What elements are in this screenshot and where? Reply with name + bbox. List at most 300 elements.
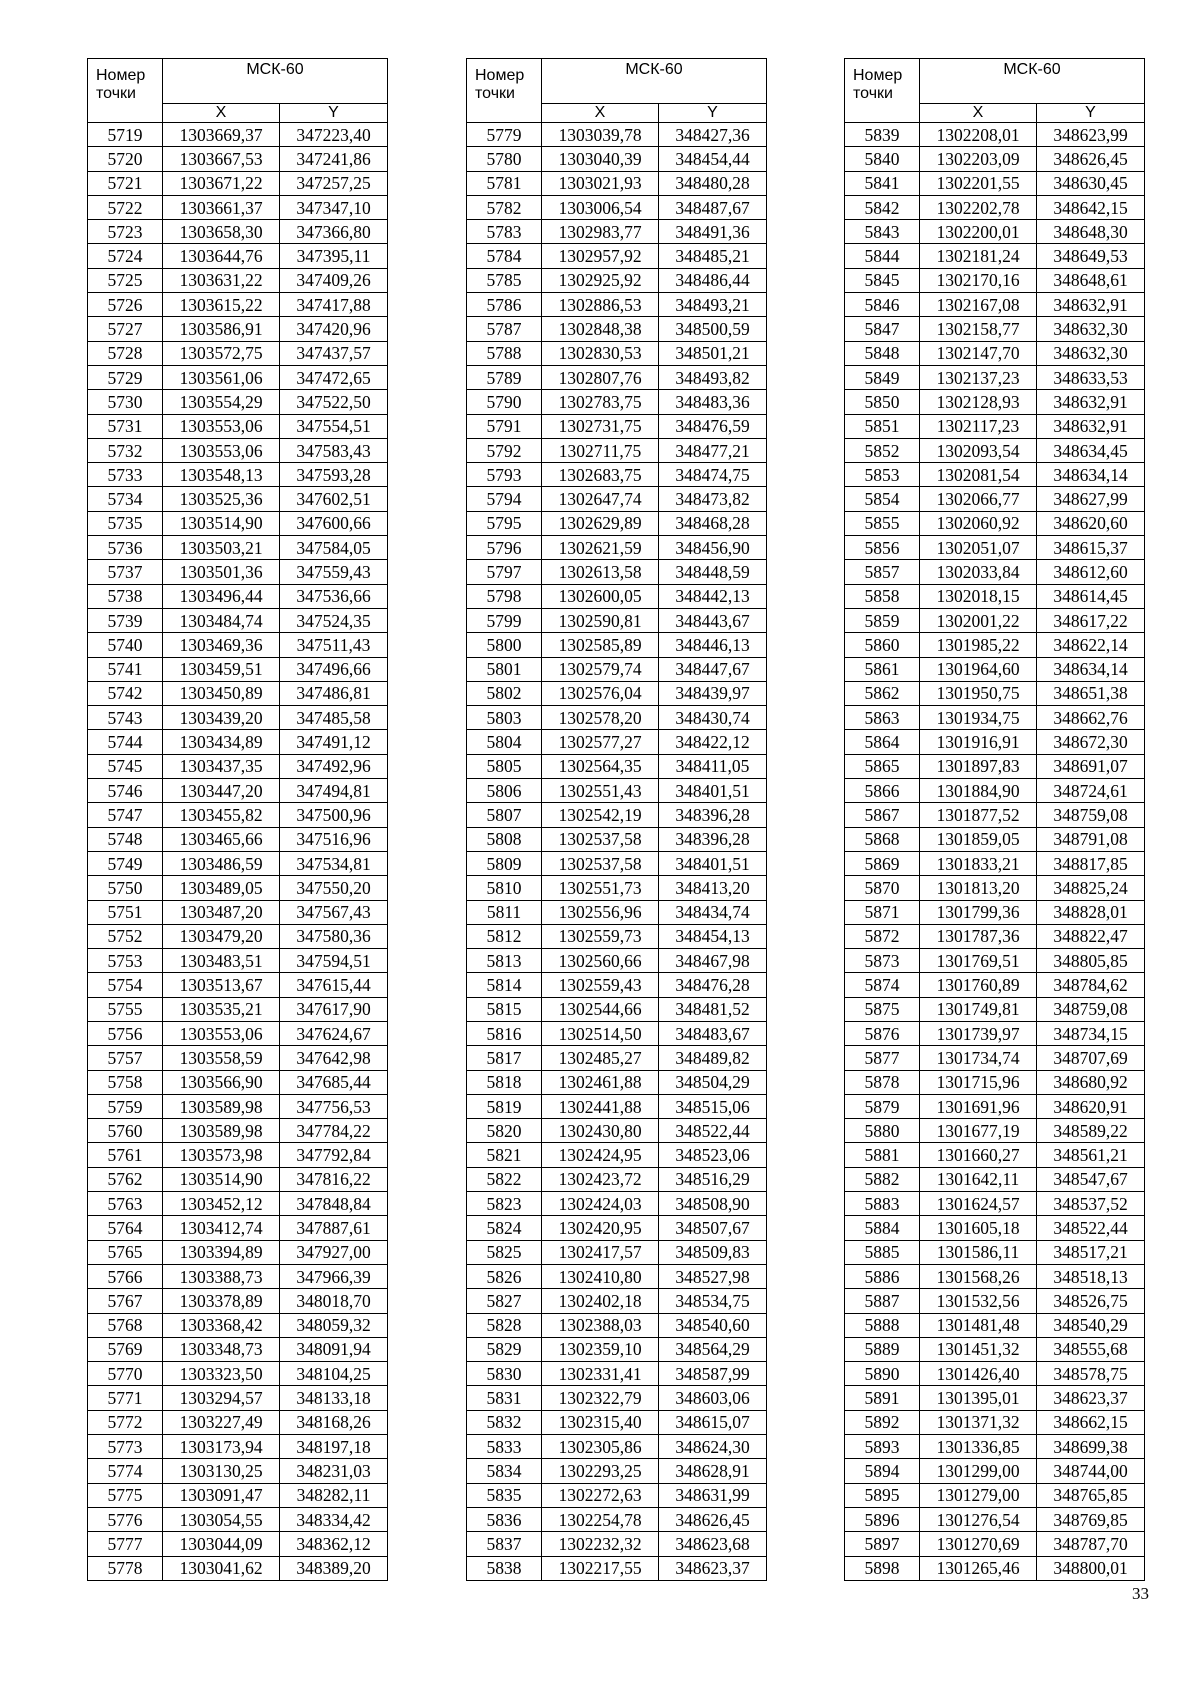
x-coordinate-cell: 1303615,22 (163, 293, 280, 317)
y-coordinate-cell: 348540,29 (1037, 1313, 1145, 1337)
point-number-cell: 5848 (845, 341, 920, 365)
point-number-cell: 5773 (88, 1435, 163, 1459)
point-number-cell: 5796 (467, 536, 542, 560)
point-number-cell: 5767 (88, 1289, 163, 1313)
table-row (845, 876, 1145, 900)
x-coordinate-cell: 1302424,03 (542, 1192, 659, 1216)
table-row (845, 1532, 1145, 1556)
y-coordinate-cell: 348626,45 (1037, 147, 1145, 171)
table-row (845, 1459, 1145, 1483)
table-row (467, 317, 767, 341)
x-coordinate-cell: 1302560,66 (542, 949, 659, 973)
y-coordinate-cell: 348487,67 (659, 195, 767, 219)
x-coordinate-cell: 1303323,50 (163, 1362, 280, 1386)
y-coordinate-cell: 348434,74 (659, 900, 767, 924)
y-coordinate-cell: 348493,82 (659, 365, 767, 389)
point-number-cell: 5852 (845, 438, 920, 462)
x-coordinate-cell: 1301451,32 (920, 1337, 1037, 1361)
y-coordinate-cell: 348454,13 (659, 924, 767, 948)
table-row (467, 997, 767, 1021)
x-coordinate-cell: 1303041,62 (163, 1556, 280, 1580)
x-coordinate-cell: 1303669,37 (163, 123, 280, 147)
x-coordinate-cell: 1303661,37 (163, 195, 280, 219)
y-coordinate-cell: 348769,85 (1037, 1507, 1145, 1531)
x-coordinate-cell: 1302081,54 (920, 463, 1037, 487)
y-coordinate-cell: 348168,26 (280, 1410, 388, 1434)
point-number-cell: 5883 (845, 1192, 920, 1216)
point-number-cell: 5877 (845, 1046, 920, 1070)
y-coordinate-cell: 348759,08 (1037, 803, 1145, 827)
x-coordinate-cell: 1301265,46 (920, 1556, 1037, 1580)
y-coordinate-cell: 347524,35 (280, 608, 388, 632)
point-number-cell: 5878 (845, 1070, 920, 1094)
y-coordinate-cell: 347486,81 (280, 681, 388, 705)
point-number-cell: 5813 (467, 949, 542, 973)
point-number-cell: 5733 (88, 463, 163, 487)
table-row (88, 1483, 388, 1507)
point-number-cell: 5724 (88, 244, 163, 268)
y-coordinate-cell: 347496,66 (280, 657, 388, 681)
point-number-cell: 5890 (845, 1362, 920, 1386)
y-coordinate-cell: 348822,47 (1037, 924, 1145, 948)
point-number-cell: 5777 (88, 1532, 163, 1556)
x-coordinate-cell: 1302983,77 (542, 220, 659, 244)
y-coordinate-cell: 347417,88 (280, 293, 388, 317)
point-number-cell: 5722 (88, 195, 163, 219)
table-row (88, 511, 388, 535)
x-coordinate-cell: 1302731,75 (542, 414, 659, 438)
y-coordinate-cell: 348680,92 (1037, 1070, 1145, 1094)
coordinates-table-1 (87, 58, 388, 1581)
y-coordinate-cell: 347816,22 (280, 1167, 388, 1191)
point-number-cell: 5827 (467, 1289, 542, 1313)
x-coordinate-cell: 1302578,20 (542, 706, 659, 730)
point-number-cell: 5756 (88, 1021, 163, 1045)
x-coordinate-cell: 1303394,89 (163, 1240, 280, 1264)
point-number-cell: 5844 (845, 244, 920, 268)
x-coordinate-cell: 1302167,08 (920, 293, 1037, 317)
point-number-cell: 5856 (845, 536, 920, 560)
point-number-cell: 5772 (88, 1410, 163, 1434)
x-coordinate-cell: 1303525,36 (163, 487, 280, 511)
x-coordinate-cell: 1303294,57 (163, 1386, 280, 1410)
y-coordinate-cell: 348468,28 (659, 511, 767, 535)
x-coordinate-cell: 1302590,81 (542, 608, 659, 632)
point-number-cell: 5815 (467, 997, 542, 1021)
point-number-cell: 5731 (88, 414, 163, 438)
point-number-cell: 5776 (88, 1507, 163, 1531)
point-number-cell: 5881 (845, 1143, 920, 1167)
table-row (467, 827, 767, 851)
point-number-cell: 5732 (88, 438, 163, 462)
table-row (845, 171, 1145, 195)
y-coordinate-cell: 348523,06 (659, 1143, 767, 1167)
table-row (467, 900, 767, 924)
point-number-header: Номер точки (88, 59, 163, 123)
y-coordinate-cell: 348633,53 (1037, 365, 1145, 389)
table-row (88, 536, 388, 560)
x-coordinate-cell: 1303566,90 (163, 1070, 280, 1094)
point-number-cell: 5765 (88, 1240, 163, 1264)
coordinate-system-header: МСК-60 (920, 59, 1145, 104)
x-coordinate-cell: 1303535,21 (163, 997, 280, 1021)
point-number-cell: 5842 (845, 195, 920, 219)
y-coordinate-cell: 348059,32 (280, 1313, 388, 1337)
point-number-cell: 5783 (467, 220, 542, 244)
table-row (845, 706, 1145, 730)
point-number-cell: 5790 (467, 390, 542, 414)
table-row (467, 1216, 767, 1240)
y-coordinate-cell: 348422,12 (659, 730, 767, 754)
table-row (845, 827, 1145, 851)
y-coordinate-cell: 348540,60 (659, 1313, 767, 1337)
table-row (88, 560, 388, 584)
point-number-cell: 5794 (467, 487, 542, 511)
y-coordinate-cell: 347784,22 (280, 1119, 388, 1143)
y-coordinate-cell: 348334,42 (280, 1507, 388, 1531)
y-coordinate-cell: 348662,15 (1037, 1410, 1145, 1434)
y-coordinate-cell: 348547,67 (1037, 1167, 1145, 1191)
y-coordinate-cell: 348555,68 (1037, 1337, 1145, 1361)
table-row (845, 1289, 1145, 1313)
point-number-cell: 5761 (88, 1143, 163, 1167)
y-coordinate-cell: 347511,43 (280, 633, 388, 657)
x-coordinate-cell: 1302293,25 (542, 1459, 659, 1483)
table-row (88, 438, 388, 462)
x-coordinate-cell: 1301395,01 (920, 1386, 1037, 1410)
table-row (88, 123, 388, 147)
y-coordinate-cell: 348805,85 (1037, 949, 1145, 973)
x-coordinate-cell: 1302957,92 (542, 244, 659, 268)
point-number-cell: 5819 (467, 1094, 542, 1118)
y-coordinate-cell: 348507,67 (659, 1216, 767, 1240)
y-coordinate-cell: 347615,44 (280, 973, 388, 997)
table-row (467, 949, 767, 973)
point-number-cell: 5719 (88, 123, 163, 147)
x-coordinate-cell: 1302683,75 (542, 463, 659, 487)
point-number-cell: 5875 (845, 997, 920, 1021)
y-coordinate-cell: 348473,82 (659, 487, 767, 511)
point-number-cell: 5750 (88, 876, 163, 900)
x-coordinate-cell: 1302410,80 (542, 1264, 659, 1288)
x-coordinate-cell: 1302417,57 (542, 1240, 659, 1264)
y-coordinate-cell: 348430,74 (659, 706, 767, 730)
point-number-cell: 5882 (845, 1167, 920, 1191)
table-row (467, 1313, 767, 1337)
y-coordinate-cell: 347485,58 (280, 706, 388, 730)
table-row (88, 730, 388, 754)
table-row (88, 851, 388, 875)
point-number-cell: 5766 (88, 1264, 163, 1288)
y-coordinate-cell: 348389,20 (280, 1556, 388, 1580)
x-coordinate-cell: 1303483,51 (163, 949, 280, 973)
table-row (467, 1459, 767, 1483)
x-coordinate-cell: 1302600,05 (542, 584, 659, 608)
x-coordinate-cell: 1302621,59 (542, 536, 659, 560)
x-coordinate-cell: 1301279,00 (920, 1483, 1037, 1507)
point-number-cell: 5800 (467, 633, 542, 657)
y-coordinate-cell: 347583,43 (280, 438, 388, 462)
point-number-cell: 5823 (467, 1192, 542, 1216)
y-coordinate-cell: 348612,60 (1037, 560, 1145, 584)
y-coordinate-cell: 347756,53 (280, 1094, 388, 1118)
point-number-cell: 5831 (467, 1386, 542, 1410)
y-coordinate-cell: 348500,59 (659, 317, 767, 341)
point-number-cell: 5739 (88, 608, 163, 632)
point-number-cell: 5802 (467, 681, 542, 705)
x-coordinate-cell: 1303503,21 (163, 536, 280, 560)
x-coordinate-cell: 1301769,51 (920, 949, 1037, 973)
table-row (845, 244, 1145, 268)
y-column-header: Y (1037, 104, 1145, 123)
table-row (467, 390, 767, 414)
x-coordinate-cell: 1303553,06 (163, 1021, 280, 1045)
table-row (467, 1167, 767, 1191)
x-coordinate-cell: 1301787,36 (920, 924, 1037, 948)
y-coordinate-cell: 347494,81 (280, 779, 388, 803)
point-number-cell: 5748 (88, 827, 163, 851)
x-coordinate-cell: 1301642,11 (920, 1167, 1037, 1191)
x-coordinate-cell: 1302807,76 (542, 365, 659, 389)
y-coordinate-cell: 347366,80 (280, 220, 388, 244)
point-number-cell: 5730 (88, 390, 163, 414)
y-coordinate-cell: 348526,75 (1037, 1289, 1145, 1313)
point-number-cell: 5871 (845, 900, 920, 924)
point-number-cell: 5726 (88, 293, 163, 317)
y-coordinate-cell: 348454,44 (659, 147, 767, 171)
point-number-cell: 5865 (845, 754, 920, 778)
y-coordinate-cell: 348617,22 (1037, 608, 1145, 632)
x-coordinate-cell: 1302585,89 (542, 633, 659, 657)
point-number-cell: 5810 (467, 876, 542, 900)
table-row (88, 1021, 388, 1045)
x-coordinate-cell: 1302402,18 (542, 1289, 659, 1313)
point-number-cell: 5885 (845, 1240, 920, 1264)
point-number-cell: 5863 (845, 706, 920, 730)
x-coordinate-cell: 1303434,89 (163, 730, 280, 754)
point-number-cell: 5723 (88, 220, 163, 244)
x-coordinate-cell: 1303589,98 (163, 1094, 280, 1118)
y-coordinate-cell: 348620,60 (1037, 511, 1145, 535)
x-coordinate-cell: 1303479,20 (163, 924, 280, 948)
table-row (88, 1094, 388, 1118)
y-coordinate-cell: 347927,00 (280, 1240, 388, 1264)
table-row (845, 1167, 1145, 1191)
point-number-cell: 5892 (845, 1410, 920, 1434)
table-row (845, 657, 1145, 681)
x-coordinate-cell: 1303091,47 (163, 1483, 280, 1507)
y-coordinate-cell: 348622,14 (1037, 633, 1145, 657)
table-row (845, 584, 1145, 608)
x-coordinate-cell: 1302203,09 (920, 147, 1037, 171)
table-row (88, 195, 388, 219)
y-coordinate-cell: 348522,44 (659, 1119, 767, 1143)
table-row (88, 147, 388, 171)
point-number-cell: 5814 (467, 973, 542, 997)
point-number-cell: 5774 (88, 1459, 163, 1483)
table-row (88, 997, 388, 1021)
x-coordinate-cell: 1302441,88 (542, 1094, 659, 1118)
y-coordinate-cell: 348443,67 (659, 608, 767, 632)
y-coordinate-cell: 348632,30 (1037, 341, 1145, 365)
point-number-cell: 5816 (467, 1021, 542, 1045)
x-coordinate-cell: 1302424,95 (542, 1143, 659, 1167)
table-row (845, 341, 1145, 365)
x-coordinate-cell: 1302181,24 (920, 244, 1037, 268)
x-coordinate-cell: 1302629,89 (542, 511, 659, 535)
table-row (845, 390, 1145, 414)
y-coordinate-cell: 348630,45 (1037, 171, 1145, 195)
y-coordinate-cell: 348448,59 (659, 560, 767, 584)
y-coordinate-cell: 348442,13 (659, 584, 767, 608)
y-coordinate-cell: 348476,59 (659, 414, 767, 438)
y-coordinate-cell: 348396,28 (659, 803, 767, 827)
x-coordinate-cell: 1302147,70 (920, 341, 1037, 365)
y-coordinate-cell: 348699,38 (1037, 1435, 1145, 1459)
point-number-cell: 5893 (845, 1435, 920, 1459)
y-coordinate-cell: 348427,36 (659, 123, 767, 147)
y-coordinate-cell: 348623,37 (659, 1556, 767, 1580)
y-coordinate-cell: 348724,61 (1037, 779, 1145, 803)
y-coordinate-cell: 348508,90 (659, 1192, 767, 1216)
point-number-cell: 5809 (467, 851, 542, 875)
point-number-cell: 5864 (845, 730, 920, 754)
x-coordinate-cell: 1302886,53 (542, 293, 659, 317)
y-coordinate-cell: 347848,84 (280, 1192, 388, 1216)
y-coordinate-cell: 348197,18 (280, 1435, 388, 1459)
x-coordinate-cell: 1302018,15 (920, 584, 1037, 608)
y-coordinate-cell: 347491,12 (280, 730, 388, 754)
x-coordinate-cell: 1303173,94 (163, 1435, 280, 1459)
point-number-cell: 5787 (467, 317, 542, 341)
point-number-cell: 5793 (467, 463, 542, 487)
x-coordinate-cell: 1302359,10 (542, 1337, 659, 1361)
y-coordinate-cell: 348401,51 (659, 851, 767, 875)
table-row (845, 560, 1145, 584)
point-number-cell: 5853 (845, 463, 920, 487)
point-number-cell: 5760 (88, 1119, 163, 1143)
point-number-cell: 5775 (88, 1483, 163, 1507)
table-row (845, 1556, 1145, 1580)
table-row (88, 973, 388, 997)
table-row (467, 1483, 767, 1507)
y-coordinate-cell: 348587,99 (659, 1362, 767, 1386)
table-row (467, 268, 767, 292)
table-row (845, 1337, 1145, 1361)
y-coordinate-cell: 348481,52 (659, 997, 767, 1021)
y-coordinate-cell: 348564,29 (659, 1337, 767, 1361)
x-coordinate-cell: 1303486,59 (163, 851, 280, 875)
point-number-cell: 5786 (467, 293, 542, 317)
x-coordinate-cell: 1301877,52 (920, 803, 1037, 827)
y-coordinate-cell: 347223,40 (280, 123, 388, 147)
point-number-cell: 5781 (467, 171, 542, 195)
table-row (845, 1192, 1145, 1216)
table-row (845, 487, 1145, 511)
x-coordinate-cell: 1301336,85 (920, 1435, 1037, 1459)
table-row (88, 317, 388, 341)
point-number-cell: 5720 (88, 147, 163, 171)
point-number-cell: 5780 (467, 147, 542, 171)
y-coordinate-cell: 348631,99 (659, 1483, 767, 1507)
y-coordinate-cell: 347534,81 (280, 851, 388, 875)
y-coordinate-cell: 348561,21 (1037, 1143, 1145, 1167)
table-row (845, 1410, 1145, 1434)
x-coordinate-cell: 1302051,07 (920, 536, 1037, 560)
table-row (467, 1264, 767, 1288)
table-row (467, 779, 767, 803)
x-coordinate-cell: 1303589,98 (163, 1119, 280, 1143)
y-coordinate-cell: 348626,45 (659, 1507, 767, 1531)
y-coordinate-cell: 348489,82 (659, 1046, 767, 1070)
y-coordinate-cell: 348446,13 (659, 633, 767, 657)
x-coordinate-cell: 1301568,26 (920, 1264, 1037, 1288)
x-coordinate-cell: 1301624,57 (920, 1192, 1037, 1216)
y-coordinate-cell: 347516,96 (280, 827, 388, 851)
y-coordinate-cell: 348413,20 (659, 876, 767, 900)
point-number-cell: 5759 (88, 1094, 163, 1118)
table-row (88, 949, 388, 973)
point-number-cell: 5798 (467, 584, 542, 608)
point-number-cell: 5821 (467, 1143, 542, 1167)
point-number-cell: 5879 (845, 1094, 920, 1118)
y-coordinate-cell: 348447,67 (659, 657, 767, 681)
x-coordinate-cell: 1303439,20 (163, 706, 280, 730)
table-row (845, 463, 1145, 487)
table-row (88, 1386, 388, 1410)
point-number-cell: 5771 (88, 1386, 163, 1410)
table-row (845, 1435, 1145, 1459)
y-coordinate-cell: 347966,39 (280, 1264, 388, 1288)
table-row (467, 1532, 767, 1556)
x-coordinate-cell: 1302305,86 (542, 1435, 659, 1459)
table-row (845, 681, 1145, 705)
table-row (467, 657, 767, 681)
y-coordinate-cell: 347602,51 (280, 487, 388, 511)
x-coordinate-cell: 1303465,66 (163, 827, 280, 851)
x-coordinate-cell: 1303572,75 (163, 341, 280, 365)
y-coordinate-cell: 348707,69 (1037, 1046, 1145, 1070)
table-row (845, 1386, 1145, 1410)
x-coordinate-cell: 1301276,54 (920, 1507, 1037, 1531)
y-coordinate-cell: 347594,51 (280, 949, 388, 973)
table-row (88, 220, 388, 244)
x-coordinate-cell: 1303388,73 (163, 1264, 280, 1288)
x-coordinate-cell: 1302577,27 (542, 730, 659, 754)
x-coordinate-cell: 1302117,23 (920, 414, 1037, 438)
x-coordinate-cell: 1301760,89 (920, 973, 1037, 997)
x-coordinate-cell: 1303501,36 (163, 560, 280, 584)
point-number-cell: 5897 (845, 1532, 920, 1556)
x-coordinate-cell: 1303631,22 (163, 268, 280, 292)
point-number-cell: 5825 (467, 1240, 542, 1264)
y-coordinate-cell: 348491,36 (659, 220, 767, 244)
point-number-cell: 5874 (845, 973, 920, 997)
y-coordinate-cell: 348634,14 (1037, 657, 1145, 681)
table-row (467, 1119, 767, 1143)
y-coordinate-cell: 348672,30 (1037, 730, 1145, 754)
table-row (845, 220, 1145, 244)
x-coordinate-cell: 1302033,84 (920, 560, 1037, 584)
x-coordinate-cell: 1301426,40 (920, 1362, 1037, 1386)
table-row (88, 244, 388, 268)
x-coordinate-cell: 1303039,78 (542, 123, 659, 147)
point-number-cell: 5789 (467, 365, 542, 389)
point-number-cell: 5770 (88, 1362, 163, 1386)
x-coordinate-cell: 1302556,96 (542, 900, 659, 924)
x-coordinate-cell: 1302711,75 (542, 438, 659, 462)
x-coordinate-cell: 1301833,21 (920, 851, 1037, 875)
